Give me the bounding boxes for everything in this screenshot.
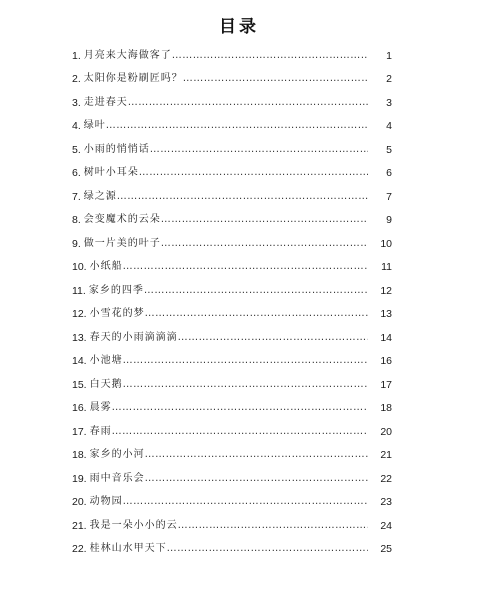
toc-entry-page-number: 1: [386, 49, 392, 62]
toc-entry-number: 19.: [72, 472, 87, 485]
toc-entry[interactable]: [72, 86, 392, 110]
toc-dot-leader: [178, 331, 368, 345]
toc-dot-leader: [117, 190, 368, 204]
toc-dot-leader: [144, 284, 368, 298]
toc-entry-title: 月亮来大海做客了: [83, 49, 172, 61]
toc-entry-title: 雨中音乐会: [89, 472, 145, 484]
toc-entry[interactable]: [72, 274, 392, 298]
toc-entry[interactable]: [72, 368, 392, 392]
toc-entry[interactable]: [72, 251, 392, 275]
toc-entry-page-number: 16: [380, 355, 392, 367]
toc-entry-title: 树叶小耳朵: [83, 167, 139, 178]
toc-entry-page-number: 20: [380, 425, 392, 438]
toc-entry-page-number: 13: [380, 308, 392, 320]
toc-entry-title: 我是一朵小小的云: [89, 519, 178, 531]
toc-entry-page-number: 4: [386, 120, 392, 132]
toc-dot-leader: [123, 495, 368, 509]
toc-entry-page-number: 3: [386, 96, 392, 109]
toc-entry-page-number: 17: [380, 378, 392, 391]
toc-entry[interactable]: [72, 180, 392, 204]
toc-entry-number: 12.: [72, 308, 87, 320]
toc-entry[interactable]: [72, 321, 392, 345]
toc-entry-number: 3.: [72, 96, 81, 109]
toc-entry-number: 14.: [72, 355, 87, 367]
toc-dot-leader: [150, 143, 368, 157]
toc-entry-title: 绿叶: [83, 120, 106, 131]
toc-entry[interactable]: [72, 509, 392, 533]
toc-entry-number: 15.: [72, 378, 87, 391]
toc-entry[interactable]: [72, 227, 392, 251]
toc-dot-leader: [172, 49, 368, 63]
toc-entry-number: 2.: [72, 73, 81, 85]
toc-entry-title: 做一片美的叶子: [83, 237, 161, 249]
toc-entry-page-number: 24: [380, 519, 392, 532]
toc-dot-leader: [128, 96, 368, 110]
toc-dot-leader: [123, 378, 368, 392]
toc-entry-number: 21.: [72, 519, 87, 532]
toc-entry-title: 太阳你是粉刷匠吗？: [83, 73, 183, 84]
toc-entry-page-number: 2: [386, 73, 392, 85]
toc-dot-leader: [145, 472, 368, 486]
toc-dot-leader: [161, 237, 368, 251]
toc-entry[interactable]: [72, 439, 392, 463]
toc-entry-number: 22.: [72, 543, 87, 555]
toc-entry-title: 白天鹅: [89, 378, 123, 390]
toc-dot-leader: [161, 213, 368, 227]
toc-dot-leader: [145, 307, 368, 321]
toc-entry-title: 家乡的小河: [89, 449, 145, 460]
toc-entry-page-number: 6: [386, 167, 392, 179]
toc-entry-title: 春雨: [89, 425, 112, 437]
toc-entry[interactable]: [72, 415, 392, 439]
toc-entry-number: 9.: [72, 237, 81, 250]
toc-dot-leader: [178, 519, 368, 533]
toc-entry-number: 4.: [72, 120, 81, 132]
toc-entry-title: 小雨的悄悄话: [83, 143, 150, 155]
toc-dot-leader: [167, 542, 368, 556]
toc-entry-page-number: 10: [380, 237, 392, 250]
toc-entry-page-number: 12: [380, 284, 392, 297]
toc-entry-title: 桂林山水甲天下: [89, 543, 167, 554]
toc-entry-number: 8.: [72, 214, 81, 226]
toc-dot-leader: [183, 72, 368, 86]
toc-entry-title: 走进春天: [83, 96, 128, 108]
toc-entry[interactable]: [72, 157, 392, 181]
toc-entry-number: 17.: [72, 425, 87, 438]
toc-entry-page-number: 9: [386, 214, 392, 226]
toc-entry-number: 10.: [72, 261, 87, 273]
toc-dot-leader: [112, 401, 368, 415]
toc-entry[interactable]: [72, 486, 392, 510]
toc-entry[interactable]: [72, 392, 392, 416]
toc-entry-title: 动物园: [89, 496, 123, 507]
toc-dot-leader: [106, 119, 368, 133]
toc-entry[interactable]: [72, 110, 392, 134]
toc-entry-number: 13.: [72, 331, 87, 344]
toc-entry-number: 16.: [72, 402, 87, 414]
toc-dot-leader: [123, 260, 368, 274]
toc-title: 目录: [219, 17, 259, 37]
toc-entry-page-number: 5: [386, 143, 392, 156]
toc-entry[interactable]: [72, 63, 392, 87]
toc-entry-title: 晨雾: [89, 402, 112, 413]
toc-entry-number: 11.: [72, 284, 86, 297]
toc-entry[interactable]: [72, 298, 392, 322]
toc-dot-leader: [145, 448, 368, 462]
toc-entry-number: 18.: [72, 449, 87, 461]
table-of-contents: [72, 39, 392, 556]
toc-entry[interactable]: [72, 533, 392, 557]
toc-entry-page-number: 22: [380, 472, 392, 485]
toc-entry-page-number: 14: [380, 331, 392, 344]
toc-entry-title: 绿之源: [83, 190, 117, 202]
toc-entry-number: 1.: [72, 49, 81, 62]
toc-entry-title: 小纸船: [89, 261, 123, 272]
toc-entry[interactable]: [72, 39, 392, 63]
toc-entry[interactable]: [72, 204, 392, 228]
toc-entry-number: 7.: [72, 190, 81, 203]
toc-entry-title: 小池塘: [89, 355, 123, 366]
toc-entry-page-number: 25: [380, 543, 392, 555]
toc-entry[interactable]: [72, 462, 392, 486]
toc-entry-page-number: 23: [380, 496, 392, 508]
toc-entry-number: 20.: [72, 496, 87, 508]
toc-entry[interactable]: [72, 345, 392, 369]
toc-dot-leader: [112, 425, 368, 439]
toc-entry-title: 会变魔术的云朵: [83, 214, 161, 225]
toc-entry-page-number: 11: [381, 261, 392, 273]
toc-entry-page-number: 21: [380, 449, 392, 461]
toc-entry-title: 小雪花的梦: [89, 308, 145, 319]
toc-entry-title: 家乡的四季: [88, 284, 144, 296]
toc-entry[interactable]: [72, 133, 392, 157]
toc-entry-number: 5.: [72, 143, 81, 156]
toc-entry-number: 6.: [72, 167, 81, 179]
toc-dot-leader: [139, 166, 368, 180]
toc-entry-page-number: 7: [386, 190, 392, 203]
toc-entry-title: 春天的小雨滴滴滴: [89, 331, 178, 343]
toc-dot-leader: [123, 354, 368, 368]
toc-entry-page-number: 18: [380, 402, 392, 414]
